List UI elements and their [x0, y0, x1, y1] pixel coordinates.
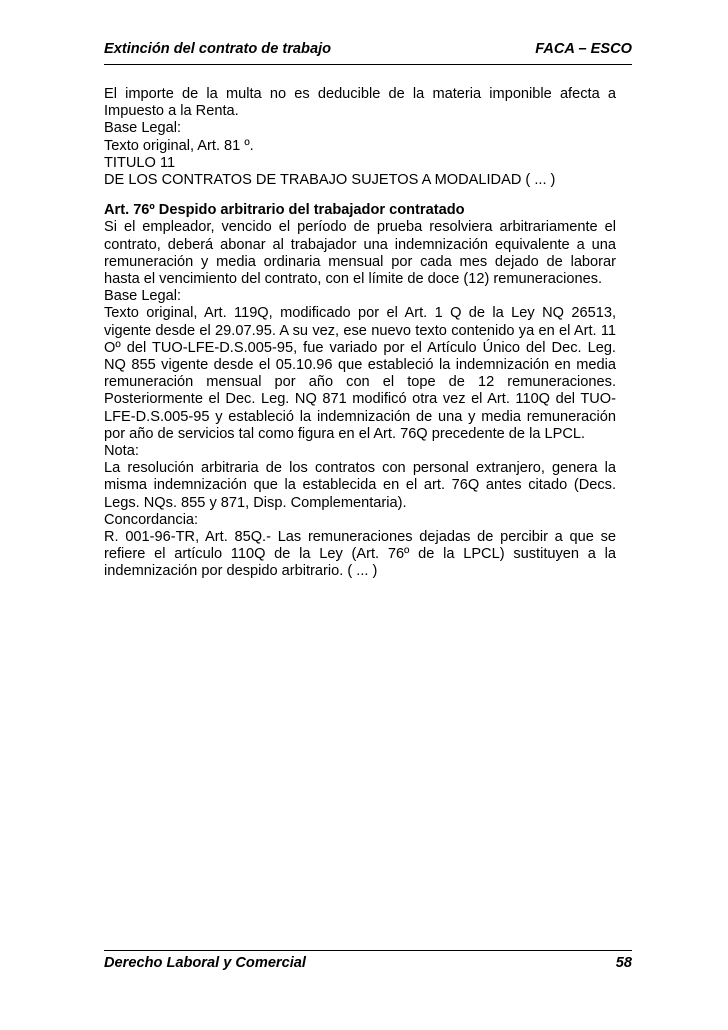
base-legal-text: Texto original, Art. 81 º. — [104, 137, 254, 154]
intro-paragraph: El importe de la multa no es deducible de la materia imponible afecta a Impuesto a la Renta. — [104, 86, 616, 120]
concordancia-label: Concordancia: — [104, 511, 199, 528]
concordancia-paragraph: R. 001-96-TR, Art. 85Q.- Las remuneraciones dejadas de percibir a que se refiere el artículo 110Q de la Ley (Art. 76º de la LPCL) sustituyen a la indemnización por despido arbitrario. ( ... ) — [104, 529, 616, 580]
article-heading: Art. 76º Despido arbitrario del trabajador contratado — [104, 202, 465, 219]
article-paragraph: Si el empleador, vencido el período de prueba resolviera arbitrariamente el contrato, deberá abonar al trabajador una indemnización equivalente a una remuneración y media ordinaria mensual por cada mes dejado de laborar hasta el vencimiento del contrato, con el límite de doce (12) remuneraciones. — [104, 219, 616, 288]
titulo-subtitle: DE LOS CONTRATOS DE TRABAJO SUJETOS A MODALIDAD ( ... ) — [104, 172, 556, 189]
page-number: 58 — [615, 955, 632, 971]
base-legal-paragraph-2: Texto original, Art. 119Q, modificado por el Art. 1 Q de la Ley NQ 26513, vigente desde el 29.07.95. A su vez, ese nuevo texto contenido ya en el Art. 11 Oº del TUO-LFE-D.S.005-95, fue variado por el Artículo Único del Dec. Leg. NQ 855 vigente desde el 05.10.96 que estableció la indemnización en media remuneración mensual por año con el tope de 12 remuneraciones. Posteriormente el Dec. Leg. NQ 871 modificó otra vez el Art. 110Q del TUO-LFE-D.S.005-95 y estableció la indemnización de una y media remuneración por año de servicios tal como figura en el Art. 76Q precedente de la LPCL. — [104, 305, 616, 442]
page-content — [104, 86, 616, 581]
footer-course-title: Derecho Laboral y Comercial — [104, 955, 306, 971]
spacer — [104, 189, 616, 202]
page-footer — [104, 954, 632, 974]
header-document-title: Extinción del contrato de trabajo — [104, 41, 332, 57]
header-author: FACA – ESCO — [535, 41, 632, 57]
titulo-heading: TITULO 11 — [104, 154, 176, 171]
base-legal-label: Base Legal: — [104, 120, 182, 137]
footer-divider — [104, 950, 632, 951]
nota-label: Nota: — [104, 443, 139, 460]
base-legal-label-2: Base Legal: — [104, 288, 182, 305]
nota-paragraph: La resolución arbitraria de los contratos con personal extranjero, genera la misma indemnización que la establecida en el art. 76Q antes citado (Decs. Legs. NQs. 855 y 871, Disp. Complementaria). — [104, 460, 616, 511]
page-header — [104, 40, 632, 60]
header-divider — [104, 64, 632, 65]
